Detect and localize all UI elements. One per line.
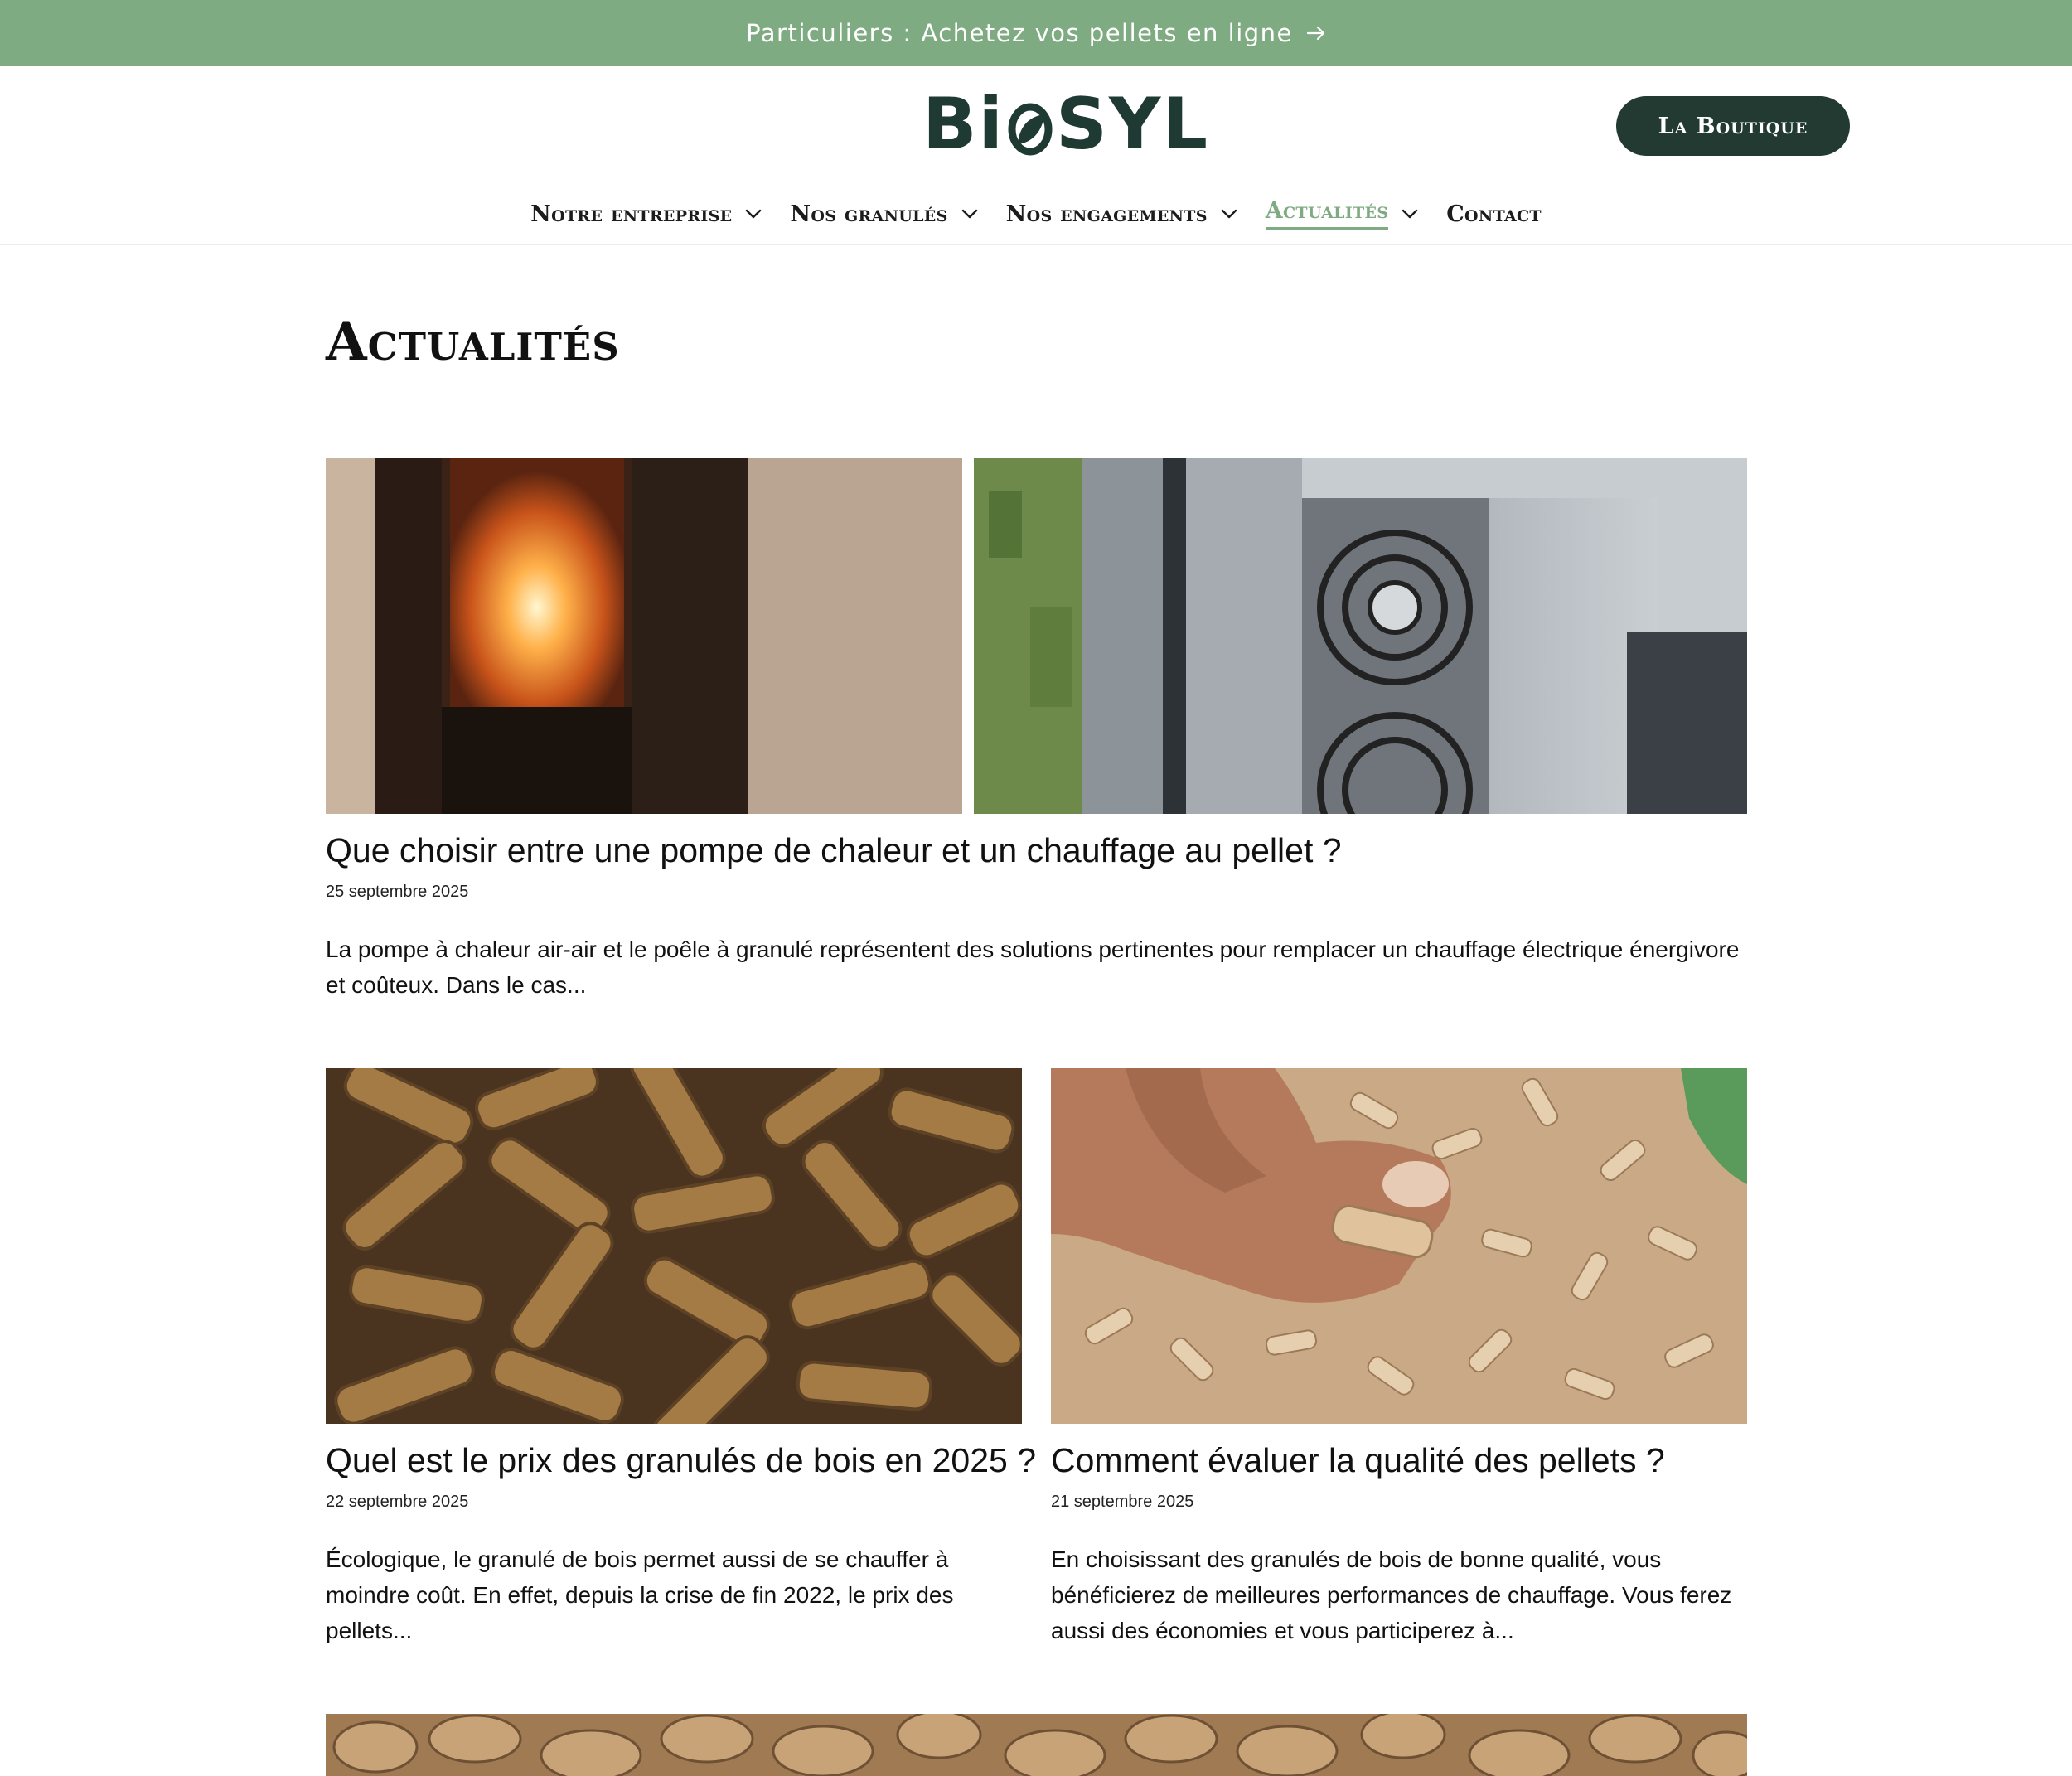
biosyl-logo[interactable]	[922, 83, 1209, 166]
article-date: 25 septembre 2025	[326, 883, 469, 902]
promo-banner[interactable]	[0, 0, 2072, 66]
nav-label[interactable]: Nos engagements	[1005, 201, 1208, 227]
page-title: Actualités	[326, 311, 620, 373]
article-excerpt: Écologique, le granulé de bois permet aussi de se chauffer à moindre coût. En effet, depuis la crise de fin 2022, le prix des pellets...	[326, 1546, 954, 1644]
article-excerpt: La pompe à chaleur air-air et le poêle à granulé représentent des solutions pertinentes pour remplacer un chauffage électrique énergivore et coûteux. Dans le cas...	[326, 936, 1740, 999]
nav-item-actualites[interactable]	[1266, 191, 1419, 237]
shop-button[interactable]: La Boutique	[1616, 96, 1850, 156]
nav-item-notre-entreprise[interactable]	[530, 191, 762, 237]
article-excerpt: En choisissant des granulés de bois de bonne qualité, vous bénéficierez de meilleures performances de chauffage. Vous ferez aussi des économies et vous participerez à...	[1051, 1546, 1732, 1644]
article-card[interactable]	[1051, 1068, 1747, 1648]
nav-item-nos-granules[interactable]	[790, 191, 977, 237]
nav-label[interactable]: Contact	[1446, 201, 1542, 227]
site-header	[0, 66, 2072, 245]
chevron-down-icon[interactable]	[1402, 209, 1418, 219]
article-card[interactable]	[326, 1068, 1036, 1648]
article-card[interactable]	[326, 458, 1747, 1003]
main-nav	[0, 191, 2072, 237]
article-image-hand-holding-pellet[interactable]	[1051, 1068, 1747, 1424]
article-date: 21 septembre 2025	[1051, 1493, 1194, 1512]
article-title[interactable]: Que choisir entre une pompe de chaleur et un chauffage au pellet ?	[326, 831, 1342, 869]
logo-text-start: Bi	[922, 83, 1005, 166]
chevron-down-icon[interactable]	[745, 209, 762, 219]
article-image-wood-pellets[interactable]	[326, 1068, 1022, 1424]
nav-item-nos-engagements[interactable]	[1006, 191, 1237, 237]
leaf-o-icon	[1006, 91, 1054, 157]
nav-item-contact[interactable]	[1446, 191, 1542, 237]
chevron-down-icon[interactable]	[961, 209, 978, 219]
arrow-right-icon	[1306, 25, 1326, 41]
article-title[interactable]: Comment évaluer la qualité des pellets ?	[1051, 1441, 1665, 1479]
article-image-pellets-closeup[interactable]	[326, 1714, 1747, 1776]
nav-label[interactable]: Notre entreprise	[530, 201, 733, 227]
logo-text-end: SYL	[1056, 83, 1210, 166]
article-image-heatpump-vs-pellet[interactable]	[326, 458, 1747, 814]
article-title[interactable]: Quel est le prix des granulés de bois en 2025 ?	[326, 1441, 1036, 1479]
nav-label[interactable]: Actualités	[1266, 198, 1389, 230]
article-date: 22 septembre 2025	[326, 1493, 469, 1512]
promo-text[interactable]: Particuliers : Achetez vos pellets en ligne	[746, 19, 1293, 47]
nav-label[interactable]: Nos granulés	[790, 201, 948, 227]
chevron-down-icon[interactable]	[1221, 209, 1237, 219]
article-card[interactable]	[326, 1714, 1747, 1776]
